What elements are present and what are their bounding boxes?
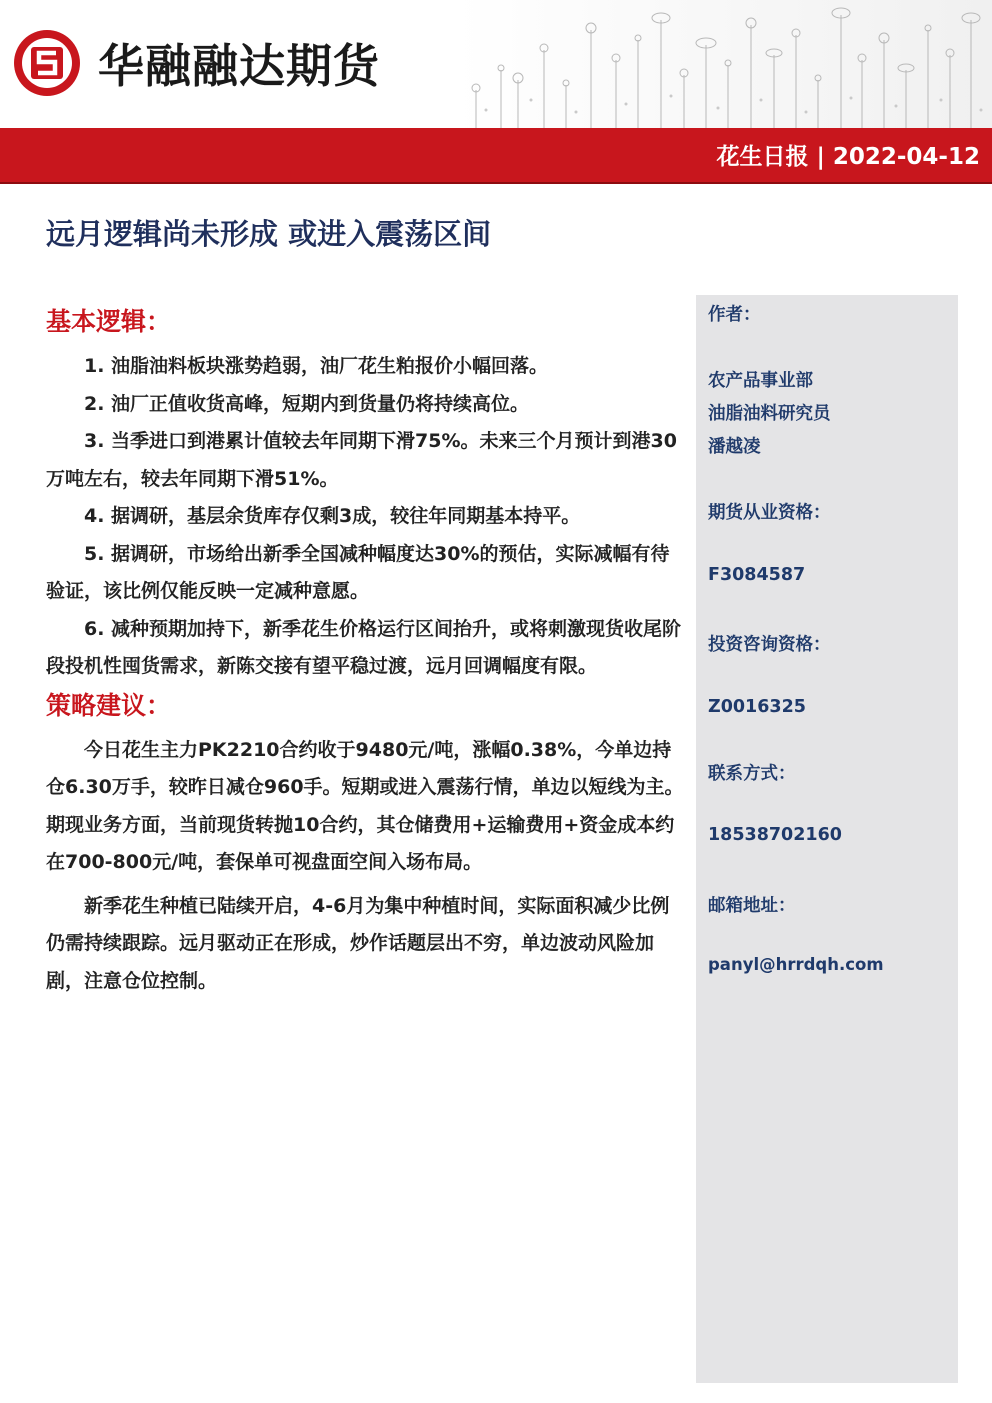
logic-item: 1. 油脂油料板块涨势趋弱，油厂花生粕报价小幅回落。 [84, 355, 549, 377]
page-title: 远月逻辑尚未形成 或进入震荡区间 [46, 217, 492, 251]
futures-qualification-label: 期货从业资格： [708, 503, 831, 523]
investment-qualification-label: 投资咨询资格： [708, 635, 831, 655]
report-type-date: 花生日报 | 2022-04-12 [716, 144, 980, 170]
logic-item: 5. 据调研，市场给出新季全国减种幅度达30%的预估，实际减幅有待验证，该比例仅能反映一定减种意愿。 [46, 542, 670, 602]
contact-phone: 18538702160 [708, 825, 842, 845]
author-department: 农产品事业部 [708, 371, 813, 391]
main-content [46, 302, 686, 1000]
contact-label: 联系方式： [708, 764, 796, 784]
strategy-paragraph: 今日花生主力PK2210合约收于9480元/吨，涨幅0.38%，今单边持仓6.30万手，较昨日减仓960手。短期或进入震荡行情，单边以短线为主。期现业务方面，当前现货转抛10合约，其仓储费用+运输费用+资金成本约在700-800元/吨，套保单可视盘面空间入场布局。 [46, 738, 684, 873]
header-bar-shadow [0, 182, 992, 184]
author-name: 潘越凌 [708, 437, 761, 457]
investment-qualification-number: Z0016325 [708, 697, 806, 717]
strategy-heading: 策略建议： [46, 690, 172, 720]
futures-qualification-number: F3084587 [708, 565, 806, 585]
author-role: 油脂油料研究员 [708, 404, 831, 424]
strategy-paragraph: 新季花生种植已陆续开启，4-6月为集中种植时间，实际面积减少比例仍需持续跟踪。远月驱动正在形成，炒作话题层出不穷，单边波动风险加剧，注意仓位控制。 [46, 894, 670, 992]
logic-item: 6. 减种预期加持下，新季花生价格运行区间抬升，或将刺激现货收尾阶段投机性囤货需求，新陈交接有望平稳过渡，远月回调幅度有限。 [46, 617, 682, 677]
basic-logic-heading: 基本逻辑： [46, 307, 172, 336]
company-logo-icon [12, 28, 82, 98]
author-sidebar [696, 295, 958, 1383]
logic-item: 3. 当季进口到港累计值较去年同期下滑75%。未来三个月预计到港30万吨左右，较去年同期下滑51%。 [46, 430, 677, 490]
email-label: 邮箱地址： [708, 896, 796, 916]
email-address[interactable]: panyl@hrrdqh.com [708, 955, 884, 974]
strategy-section [46, 686, 686, 1001]
header-decoration [456, 0, 992, 128]
logic-item: 4. 据调研，基层余货库存仅剩3成，较往年同期基本持平。 [84, 505, 581, 527]
brand-name: 华融融达期货 [98, 39, 380, 93]
author-label: 作者： [708, 305, 761, 325]
logic-item: 2. 油厂正值收货高峰，短期内到货量仍将持续高位。 [84, 392, 530, 415]
